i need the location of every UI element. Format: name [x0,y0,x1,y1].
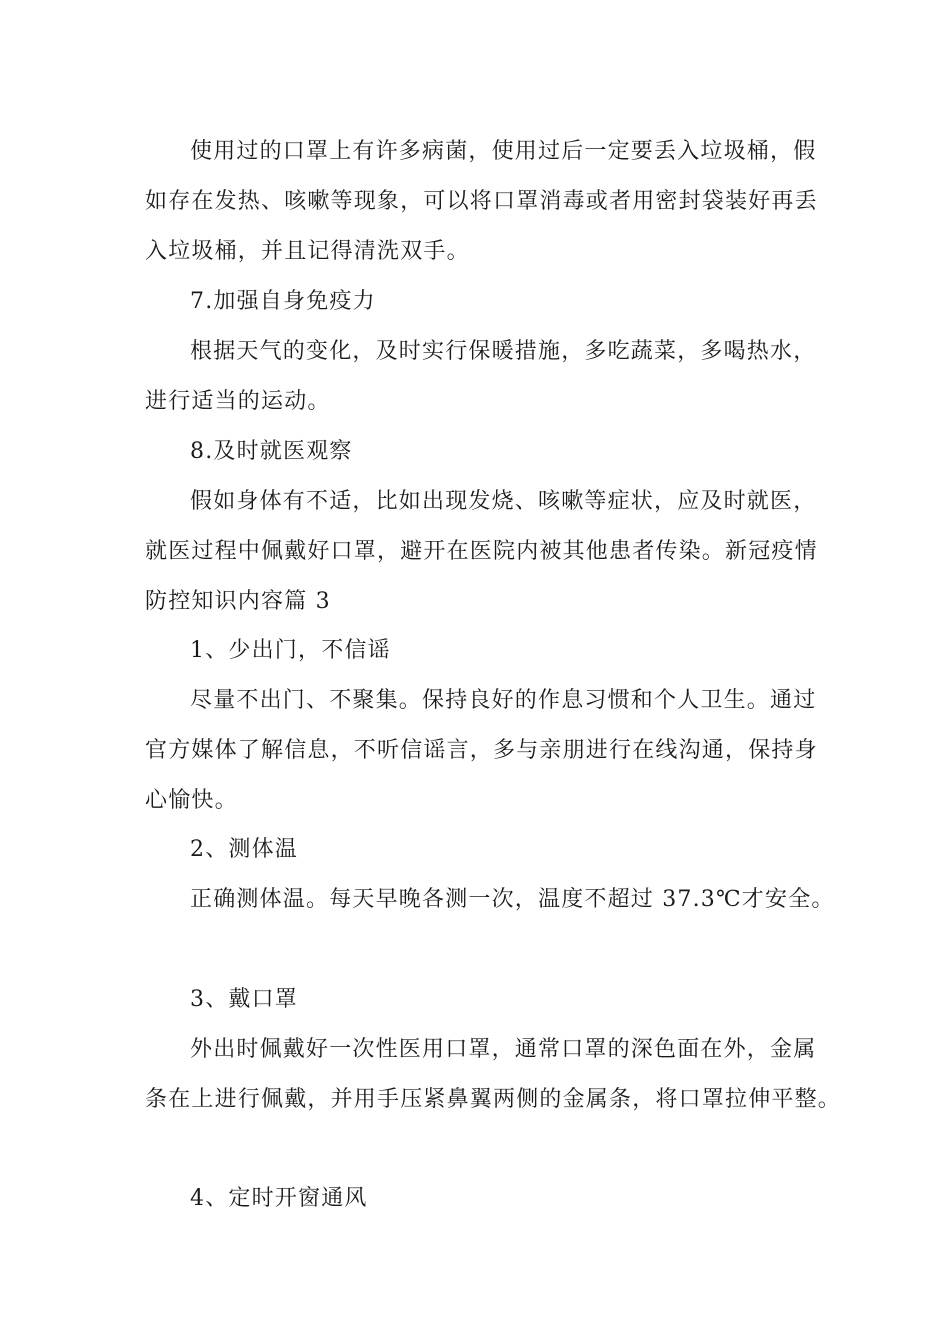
paragraph-line: 根据天气的变化，及时实行保暖措施，多吃蔬菜，多喝热水， [190,339,817,364]
paragraph-line: 就医过程中佩戴好口罩，避开在医院内被其他患者传染。新冠疫情 [145,539,818,564]
paragraph-line: 条在上进行佩戴，并用手压紧鼻翼两侧的金属条，将口罩拉伸平整。 [145,1087,842,1112]
paragraph-line: 使用过的口罩上有许多病菌，使用过后一定要丢入垃圾桶，假 [190,139,817,164]
paragraph-line: 官方媒体了解信息，不听信谣言，多与亲朋进行在线沟通，保持身 [145,738,818,763]
paragraph-line: 尽量不出门、不聚集。保持良好的作息习惯和个人卫生。通过 [190,688,817,713]
section-heading: 7.加强自身免疫力 [190,289,376,314]
paragraph-line: 正确测体温。每天早晚各测一次，温度不超过 37.3℃才安全。 [190,887,835,912]
section-heading: 8.及时就医观察 [190,439,353,464]
section-heading: 3、戴口罩 [190,987,298,1012]
paragraph-line: 防控知识内容篇 3 [145,589,331,614]
paragraph-line: 心愉快。 [145,788,238,813]
paragraph-line: 外出时佩戴好一次性医用口罩，通常口罩的深色面在外，金属 [190,1037,817,1062]
section-heading: 4、定时开窗通风 [190,1186,368,1211]
paragraph-line: 如存在发热、咳嗽等现象，可以将口罩消毒或者用密封袋装好再丢 [145,189,818,214]
paragraph-line: 入垃圾桶，并且记得清洗双手。 [145,239,470,264]
paragraph-line: 进行适当的运动。 [145,389,331,414]
section-heading: 2、测体温 [190,837,298,862]
paragraph-line: 假如身体有不适，比如出现发烧、咳嗽等症状，应及时就医， [190,489,817,514]
section-heading: 1、少出门，不信谣 [190,638,391,663]
